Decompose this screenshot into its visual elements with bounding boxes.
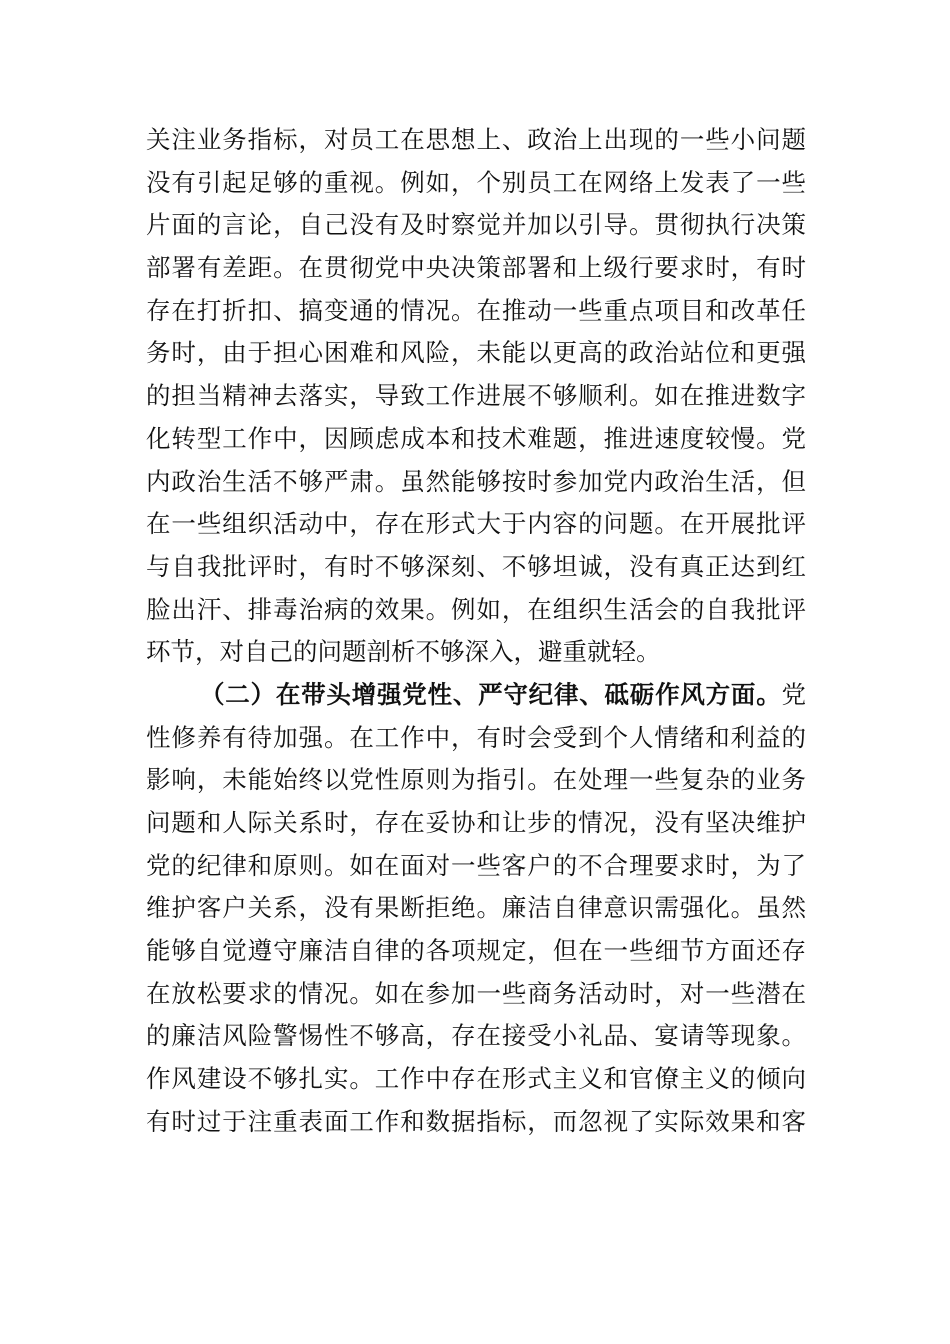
text-line: 部署有差距。在贯彻党中央决策部署和上级行要求时，有时 xyxy=(146,253,806,283)
section-heading-tail: 党 xyxy=(781,679,806,709)
document-body xyxy=(146,119,806,1144)
text-line: 能够自觉遵守廉洁自律的各项规定，但在一些细节方面还存 xyxy=(146,936,806,966)
text-line: 脸出汗、排毒治病的效果。例如，在组织生活会的自我批评 xyxy=(146,594,806,624)
text-line: 性修养有待加强。在工作中，有时会受到个人情绪和利益的 xyxy=(146,722,806,752)
text-line: 维护客户关系，没有果断拒绝。廉洁自律意识需强化。虽然 xyxy=(146,893,806,923)
section-heading-line xyxy=(146,674,806,717)
text-line: 的廉洁风险警惕性不够高，存在接受小礼品、宴请等现象。 xyxy=(146,1021,806,1051)
text-line: 务时，由于担心困难和风险，未能以更高的政治站位和更强 xyxy=(146,338,806,368)
text-line: 存在打折扣、搞变通的情况。在推动一些重点项目和改革任 xyxy=(146,295,806,325)
text-line: 在一些组织活动中，存在形式大于内容的问题。在开展批评 xyxy=(146,509,806,539)
section-heading: （二）在带头增强党性、严守纪律、砥砺作风方面。 xyxy=(200,679,782,709)
text-line: 影响，未能始终以党性原则为指引。在处理一些复杂的业务 xyxy=(146,765,806,795)
text-line: 关注业务指标，对员工在思想上、政治上出现的一些小问题 xyxy=(146,125,806,154)
text-line: 片面的言论，自己没有及时察觉并加以引导。贯彻执行决策 xyxy=(146,210,806,240)
text-line: 环节，对自己的问题剖析不够深入，避重就轻。 xyxy=(146,637,661,667)
text-line: 化转型工作中，因顾虑成本和技术难题，推进速度较慢。党 xyxy=(146,423,806,453)
text-line: 有时过于注重表面工作和数据指标，而忽视了实际效果和客 xyxy=(146,1106,806,1136)
text-line: 与自我批评时，有时不够深刻、不够坦诚，没有真正达到红 xyxy=(146,551,806,581)
text-line: 在放松要求的情况。如在参加一些商务活动时，对一些潜在 xyxy=(146,978,806,1008)
text-line: 问题和人际关系时，存在妥协和让步的情况，没有坚决维护 xyxy=(146,808,806,837)
text-line: 党的纪律和原则。如在面对一些客户的不合理要求时，为了 xyxy=(146,850,806,880)
text-line: 没有引起足够的重视。例如，个别员工在网络上发表了一些 xyxy=(146,167,806,197)
text-line: 内政治生活不够严肃。虽然能够按时参加党内政治生活，但 xyxy=(146,466,806,496)
text-line: 作风建设不够扎实。工作中存在形式主义和官僚主义的倾向 xyxy=(146,1064,806,1094)
text-line: 的担当精神去落实，导致工作进展不够顺利。如在推进数字 xyxy=(146,381,806,411)
